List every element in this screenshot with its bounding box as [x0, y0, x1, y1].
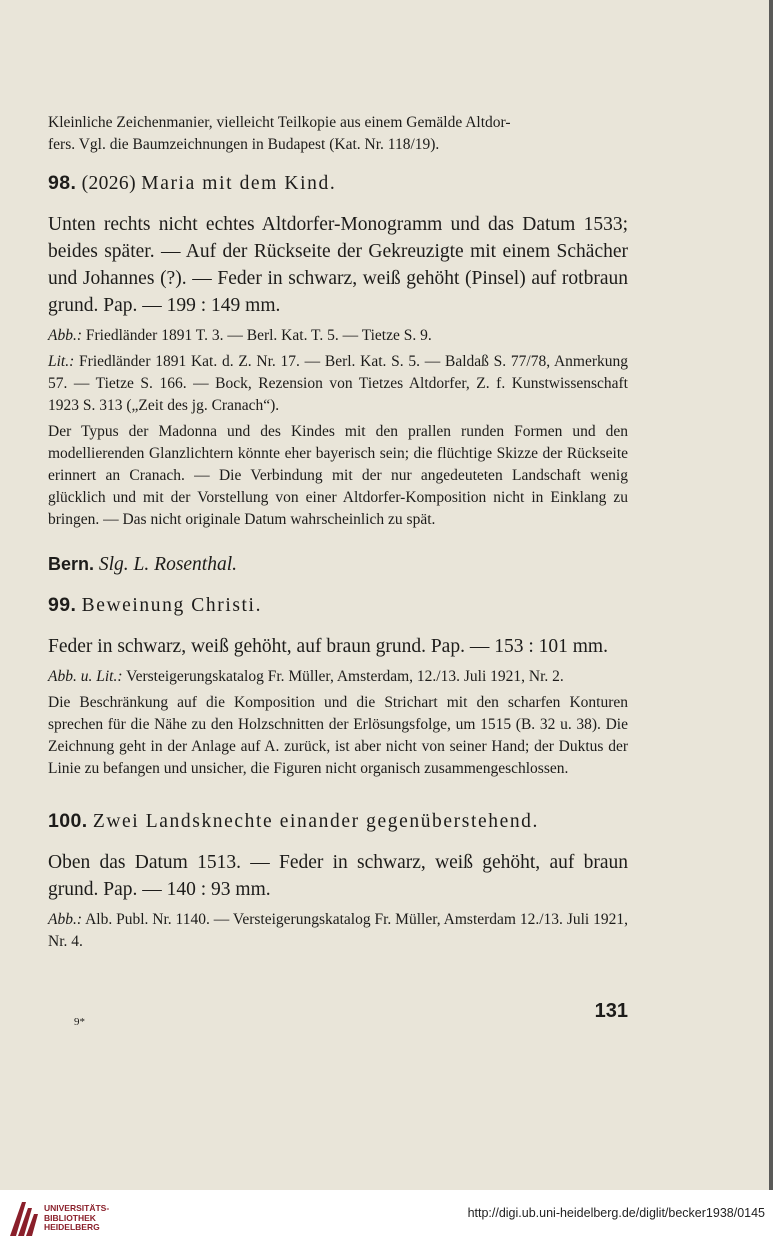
- entry-98-lit-label: Lit.:: [48, 353, 75, 370]
- library-line-2: BIBLIOTHEK: [44, 1212, 96, 1223]
- location-collection: Slg. L. Rosenthal.: [98, 554, 238, 575]
- entry-98-abb-text: Friedländer 1891 T. 3. — Berl. Kat. T. 5. — Tietze S. 9.: [85, 327, 432, 344]
- signature-mark: 9*: [74, 1016, 85, 1028]
- entry-99-title: Beweinung Christi.: [81, 595, 263, 616]
- entry-99-description: Feder in schwarz, weiß gehöht, auf braun grund. Pap. — 153 : 101 mm.: [48, 636, 608, 657]
- entry-98-comment: Der Typus der Madonna und des Kindes mit den prallen runden Formen und den modellierenden Glanzlichtern könnte eher bayerisch sein; die flüchtige Skizze der Rückseite erinnert an Cranach. — Die Verbindung mit der nur angedeuteten Landschaft wenig glücklich und mit der Vorstellung von einer Altdorfer-Komposition nicht in Einklang zu bringen. — Das nicht originale Datum wahrscheinlich zu spät.: [48, 423, 628, 528]
- library-line-3: HEIDELBERG: [44, 1222, 100, 1232]
- entry-100-title: Zwei Landsknechte einander gegenüberstehend.: [92, 811, 539, 832]
- entry-99-number: 99.: [48, 594, 77, 616]
- entry-98-lit: [48, 351, 628, 417]
- entry-99-abb: [48, 666, 628, 688]
- entry-100-heading: [48, 808, 628, 835]
- location-heading: [48, 551, 628, 578]
- university-library-logo-icon: [8, 1198, 40, 1238]
- entry-100-description: Oben das Datum 1513. — Feder in schwarz, weiß gehöht, auf braun grund. Pap. — 140 : 93 mm.: [48, 852, 628, 900]
- entry-98-lit-text: Friedländer 1891 Kat. d. Z. Nr. 17. — Berl. Kat. S. 5. — Baldaß S. 77/78, Anmerkung 57. — Tietze S. 166. — Bock, Rezension von Tietzes Altdorfer, Z. f. Kunstwissenschaft 1923 S. 313 („Zeit des jg. Cranach“).: [48, 353, 629, 414]
- entry-100-abb-text: Alb. Publ. Nr. 1140. — Versteigerungskatalog Fr. Müller, Amsterdam 12./13. Juli 1921, Nr. 4.: [48, 911, 628, 950]
- entry-99-comment: Die Beschränkung auf die Komposition und die Strichart mit den scharfen Konturen sprechen für die Nähe zu den Holzschnitten der Erlösungsfolge, um 1515 (B. 32 u. 38). Die Zeichnung geht in der Anlage auf A. zurück, ist aber nicht von seiner Hand; der Duktus der Linie zu befangen und unsicher, die Figuren nicht organisch zusammengeschlossen.: [48, 694, 628, 777]
- library-name: [44, 1204, 109, 1233]
- intro-text: [48, 112, 628, 156]
- entry-98-description: Unten rechts nicht echtes Altdorfer-Monogramm und das Datum 1533; beides später. — Auf der Rückseite der Gekreuzigte mit einem Schächer und Johannes (?). — Feder in schwarz, weiß gehöht (Pinsel) auf rotbraun grund. Pap. — 199 : 149 mm.: [48, 214, 628, 316]
- library-line-1: UNIVERSITÄTS-: [44, 1203, 110, 1213]
- entry-98-inventory: (2026): [81, 173, 136, 194]
- entry-98-number: 98.: [48, 172, 77, 194]
- viewer-footer: [0, 1190, 773, 1247]
- intro-line-2: fers. Vgl. die Baumzeichnungen in Budapest (Kat. Nr. 118/19).: [48, 136, 440, 153]
- page-edge: [769, 0, 773, 1190]
- source-url-link[interactable]: http://digi.ub.uni-heidelberg.de/diglit/becker1938/0145: [467, 1206, 765, 1220]
- entry-100-number: 100.: [48, 810, 88, 832]
- page-text: [48, 112, 628, 953]
- entry-100-abb: [48, 909, 628, 953]
- entry-98-abb-label: Abb.:: [48, 327, 83, 344]
- entry-98-abb: [48, 325, 628, 347]
- location-city: Bern.: [48, 554, 95, 574]
- page-number: 131: [594, 1000, 628, 1022]
- entry-98-heading: [48, 170, 628, 197]
- entry-99-abb-label: Abb. u. Lit.:: [48, 668, 123, 685]
- entry-100-abb-label: Abb.:: [48, 911, 83, 928]
- entry-99-heading: [48, 592, 628, 619]
- entry-99-abb-text: Versteigerungskatalog Fr. Müller, Amsterdam, 12./13. Juli 1921, Nr. 2.: [126, 668, 564, 685]
- intro-line-1: Kleinliche Zeichenmanier, vielleicht Teilkopie aus einem Gemälde Altdor-: [48, 114, 511, 131]
- entry-98-title: Maria mit dem Kind.: [141, 173, 337, 194]
- page-footer: [48, 1000, 628, 1030]
